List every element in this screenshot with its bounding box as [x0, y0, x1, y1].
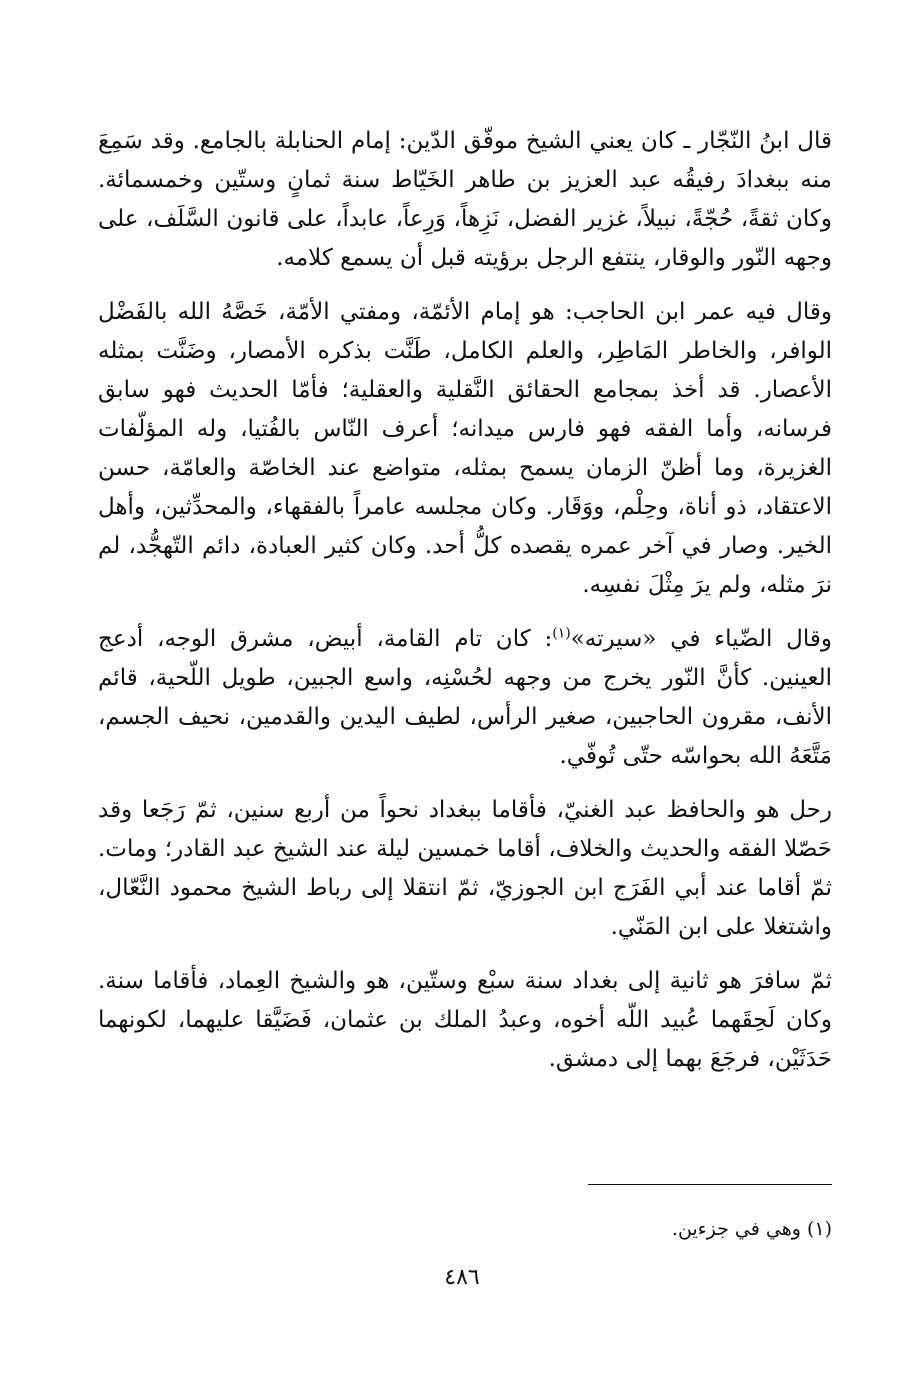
paragraph-3 [98, 620, 832, 776]
main-text [98, 122, 832, 1094]
paragraph-3-lead: وقال الضّياء في «سيرته» [570, 626, 832, 652]
paragraph-2: وقال فيه عمر ابن الحاجب: هو إمام الأئمّة، ومفتي الأمّة، خَصَّهُ الله بالفَضْل الوافر، والخاطر المَاطِر، والعلم الكامل، طَنَّت بذكره الأمصار، وضَنَّت بمثله الأعصار. قد أخذ بمجامع الحقائق النَّقلية والعقلية؛ فأمّا الحديث فهو سابق فرسانه، وأما الفقه فهو فارس ميدانه؛ أعرف النّاس بالفُتيا، وله المؤلّفات الغزيرة، وما أظنّ الزمان يسمح بمثله، متواضع عند الخاصّة والعامّة، حسن الاعتقاد، ذو أناة، وحِلْم، ووَقَار. وكان مجلسه عامراً بالفقهاء، والمحدِّثين، وأهل الخير. وصار في آخر عمره يقصده كلُّ أحد. وكان كثير العبادة، دائم التّهجُّد، لم نرَ مثله، ولم يرَ مِثْلَ نفسِه. [98, 299, 832, 598]
paragraph-3-body: العينين. كأنَّ النّور يخرج من وجهه لحُسْنِه، واسع الجبين، طويل اللّحية، قائم الأنف، مقرون الحاجبين، صغير الرأس، لطيف اليدين والقدمين، نحيف الجسم، مَتَّعَهُ الله بحواسّه حتّى تُوفّي. [98, 665, 832, 769]
page-number: ٤٨٦ [444, 1265, 480, 1290]
paragraph-4: رحل هو والحافظ عبد الغنيّ، فأقاما ببغداد نحواً من أربع سنين، ثمّ رَجَعا وقد حَصّلا الفقه والحديث والخلاف، أقاما خمسين ليلة عند الشيخ عبد القادر؛ ومات. ثمّ أقاما عند أبي الفَرَج ابن الجوزيّ، ثمّ انتقلا إلى رباط الشيخ محمود النَّعّال، واشتغلا على ابن المَنّي. [98, 797, 832, 940]
footnote-reference: (١) [552, 625, 571, 642]
paragraph-1: قال ابنُ النّجّار ـ كان يعني الشيخ موفّق الدّين: إمام الحنابلة بالجامع. وقد سَمِعَ منه ببغدادَ رفيقُه عبد العزيز بن طاهر الخَيّاط سنة ثمانٍ وستّين وخمسمائة. وكان ثقةً، حُجّةً، نبيلاً، غزير الفضل، نَزِهاً، وَرِعاً، عابداً، على قانون السَّلَف، على وجهه النّور والوقار، ينتفع الرجل برؤيته قبل أن يسمع كلامه. [98, 128, 832, 271]
footnote: (١) وهي في جزءين. [671, 1218, 832, 1240]
footnote-divider [588, 1184, 832, 1185]
paragraph-5: ثمّ سافرَ هو ثانية إلى بغداد سنة سبْع وستّين، هو والشيخ العِماد، فأقاما سنة. وكان لَحِقَهما عُبيد اللّه أخوه، وعبدُ الملك بن عثمان، فَضَيَّقا عليهما، لكونهما حَدَثَيْن، فرجَعَ بهما إلى دمشق. [98, 968, 832, 1072]
paragraph-3-cont: : كان تام القامة، أبيض، مشرق الوجه، أدعج [98, 626, 553, 652]
